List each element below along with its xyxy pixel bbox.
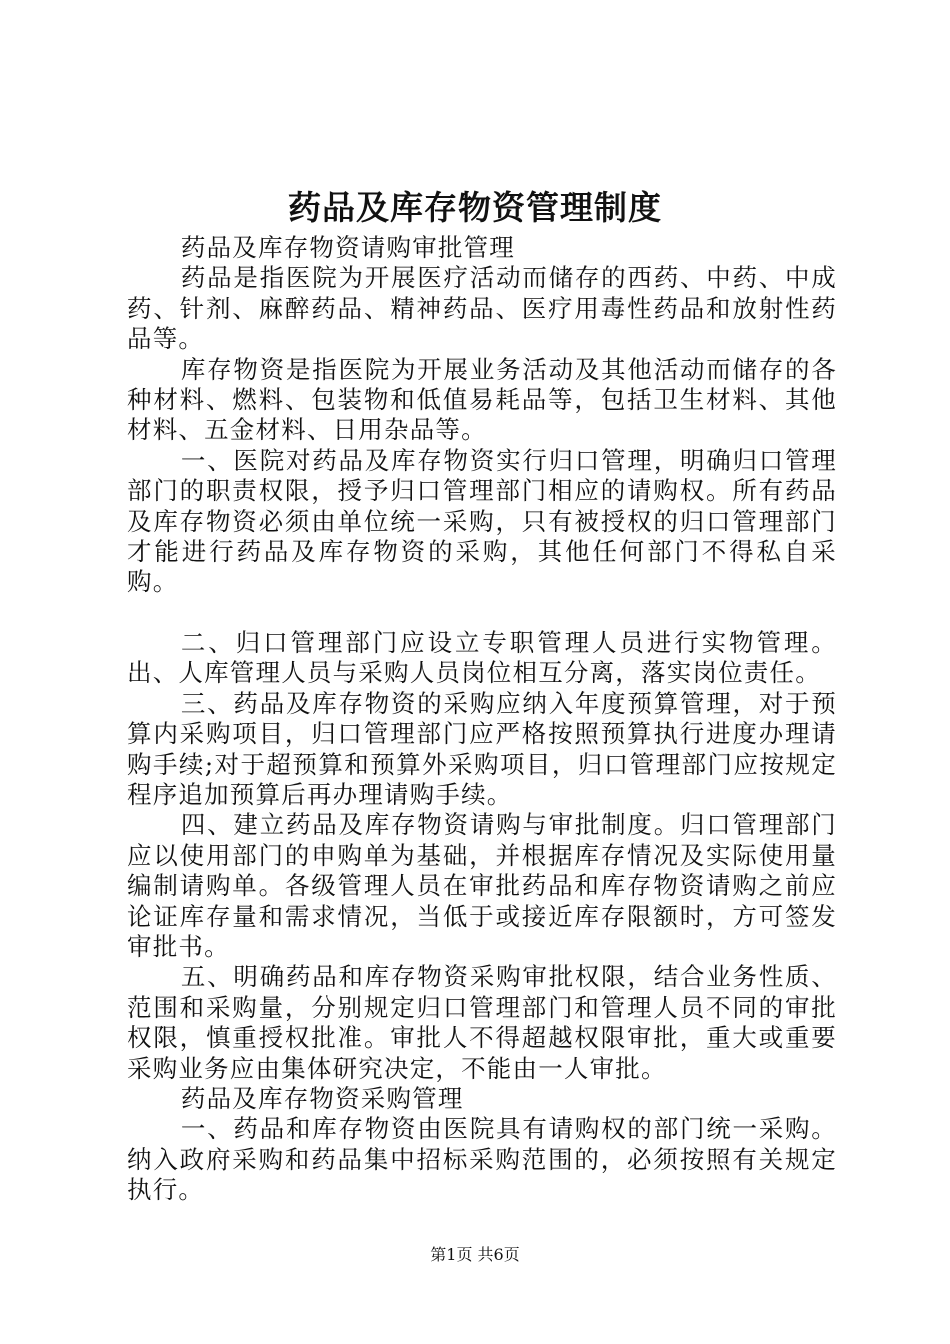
paragraph-item-1: 一、医院对药品及库存物资实行归口管理，明确归口管理部门的职责权限，授予归口管理部门相应的请购权。所有药品及库存物资必须由单位统一采购，只有被授权的归口管理部门才能进行药品及库存物资的采购，其他任何部门不得私自采购。	[127, 445, 837, 597]
document-body	[127, 233, 837, 1206]
paragraph-item-4: 四、建立药品及库存物资请购与审批制度。归口管理部门应以使用部门的申购单为基础，并根据库存情况及实际使用量编制请购单。各级管理人员在审批药品和库存物资请购之前应论证库存量和需求情况，当低于或接近库存限额时，方可签发审批书。	[127, 810, 837, 961]
paragraph-item-5: 五、明确药品和库存物资采购审批权限，结合业务性质、范围和采购量，分别规定归口管理部门和管理人员不同的审批权限，慎重授权批准。审批人不得超越权限审批，重大或重要采购业务应由集体研究决定，不能由一人审批。	[127, 962, 837, 1083]
paragraph-inventory-definition: 库存物资是指医院为开展业务活动及其他活动而储存的各种材料、燃料、包装物和低值易耗品等，包括卫生材料、其他材料、五金材料、日用杂品等。	[127, 354, 837, 445]
document-title: 药品及库存物资管理制度	[288, 188, 662, 227]
section-heading-procurement: 药品及库存物资采购管理	[180, 1083, 464, 1113]
paragraph-item-2: 二、归口管理部门应设立专职管理人员进行实物管理。出、人库管理人员与采购人员岗位相互分离，落实岗位责任。	[127, 627, 837, 688]
paragraph-drug-definition: 药品是指医院为开展医疗活动而储存的西药、中药、中成药、针剂、麻醉药品、精神药品、医疗用毒性药品和放射性药品等。	[127, 263, 837, 354]
paragraph-procurement-item-1: 一、药品和库存物资由医院具有请购权的部门统一采购。纳入政府采购和药品集中招标采购范围的，必须按照有关规定执行。	[127, 1114, 837, 1205]
section-heading-requisition: 药品及库存物资请购审批管理	[180, 233, 515, 262]
page-number-footer: 第1页 共6页	[430, 1245, 520, 1264]
paragraph-item-3: 三、药品及库存物资的采购应纳入年度预算管理，对于预算内采购项目，归口管理部门应严格按照预算执行进度办理请购手续;对于超预算和预算外采购项目，归口管理部门应按规定程序追加预算后再办理请购手续。	[127, 688, 837, 809]
